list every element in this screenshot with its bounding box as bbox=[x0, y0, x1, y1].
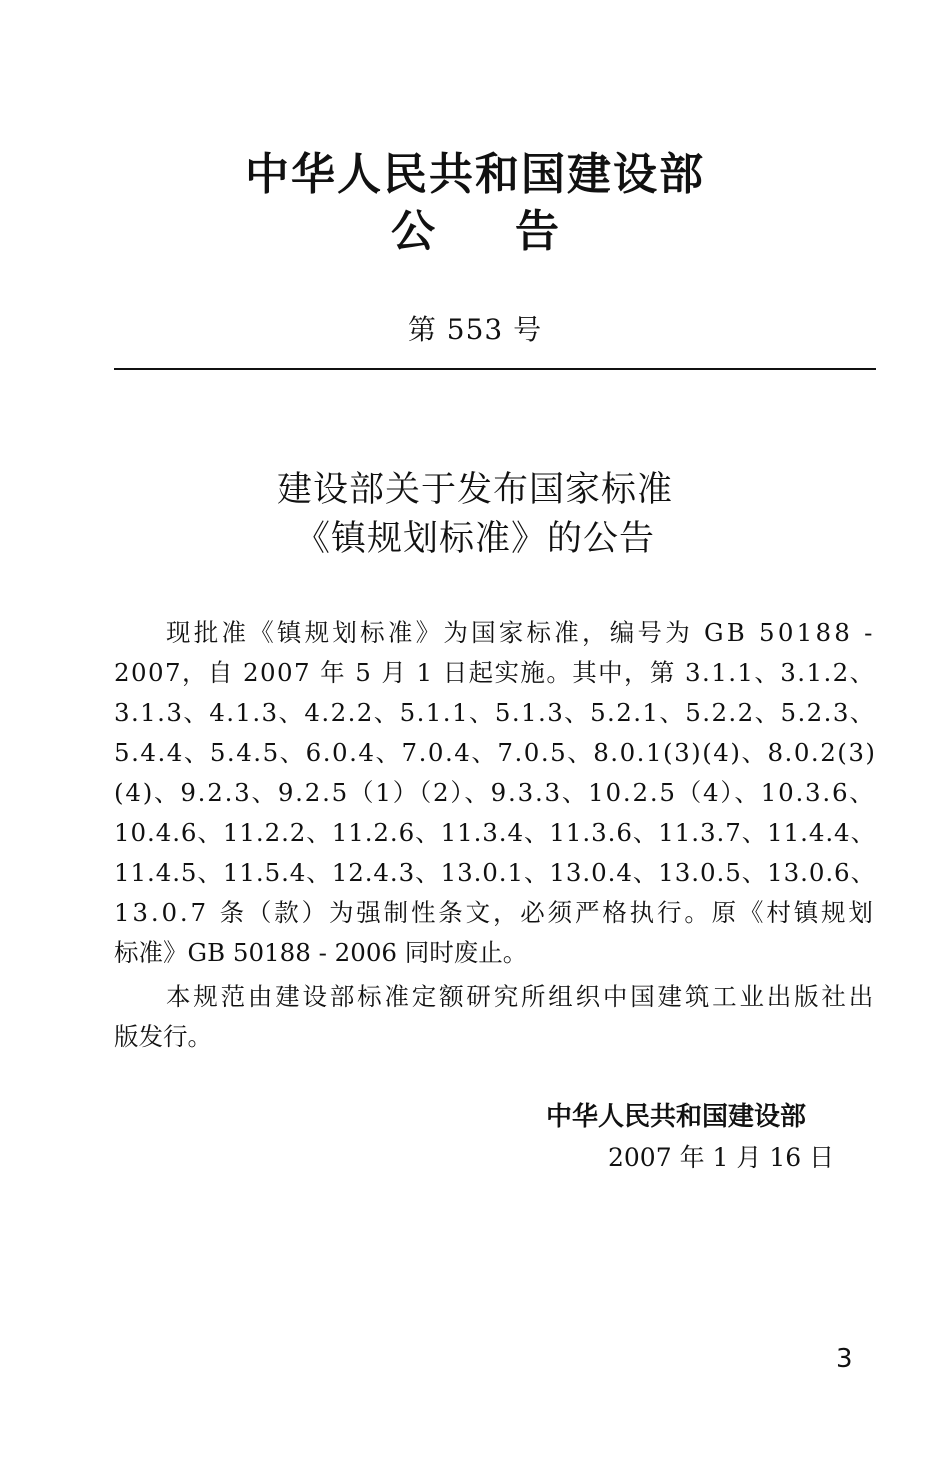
body-text: (4)、9.2.3、9.2.5（1）（2）、9.3.3、10.2.5（4）、10.3.6、 bbox=[114, 778, 876, 807]
body-paragraph-1-line bbox=[114, 894, 876, 929]
body-paragraph-1-line bbox=[114, 694, 876, 729]
announcement-title-line-1: 建设部关于发布国家标准 bbox=[276, 470, 673, 510]
body-paragraph-1-line bbox=[114, 734, 876, 769]
body-text: 11.4.5、11.5.4、12.4.3、13.0.1、13.0.4、13.0.5、13.0.6、 bbox=[114, 858, 876, 887]
signing-authority: 中华人民共和国建设部 bbox=[546, 1102, 807, 1132]
issuer-heading: 中华人民共和国建设部 bbox=[245, 149, 705, 200]
body-text: 13.0.7 条（款）为强制性条文，必须严格执行。原《村镇规划 bbox=[114, 898, 876, 927]
body-paragraph-1-line bbox=[166, 614, 876, 649]
announcement-title-line-2: 《镇规划标准》的公告 bbox=[294, 519, 655, 559]
page-number: 3 bbox=[836, 1344, 853, 1374]
body-text: 10.4.6、11.2.2、11.2.6、11.3.4、11.3.6、11.3.7、11.4.4、 bbox=[114, 818, 876, 847]
body-paragraph-2-line bbox=[166, 978, 876, 1013]
signing-date: 2007 年 1 月 16 日 bbox=[608, 1143, 835, 1172]
body-text: 标准》GB 50188 - 2006 同时废止。 bbox=[114, 938, 528, 967]
body-paragraph-1-line bbox=[114, 774, 876, 809]
body-paragraph-1-line bbox=[114, 854, 876, 889]
body-text: 现批准《镇规划标准》为国家标准，编号为 GB 50188 - bbox=[166, 618, 876, 647]
header-divider bbox=[114, 368, 876, 370]
body-text: 5.4.4、5.4.5、6.0.4、7.0.4、7.0.5、8.0.1(3)(4)、8.0.2(3) bbox=[114, 738, 877, 767]
body-paragraph-1-line bbox=[114, 814, 876, 849]
body-paragraph-1-line bbox=[114, 654, 876, 689]
body-text: 3.1.3、4.1.3、4.2.2、5.1.1、5.1.3、5.2.1、5.2.2、5.2.3、 bbox=[114, 698, 876, 727]
body-text: 2007，自 2007 年 5 月 1 日起实施。其中，第 3.1.1、3.1.2、 bbox=[114, 658, 876, 687]
body-paragraph-2-line bbox=[114, 1018, 876, 1053]
document-type-heading: 公告 bbox=[391, 206, 639, 257]
body-text: 版发行。 bbox=[114, 1022, 212, 1051]
body-text: 本规范由建设部标准定额研究所组织中国建筑工业出版社出 bbox=[166, 982, 876, 1011]
document-number: 第 553 号 bbox=[407, 313, 543, 346]
body-paragraph-1-line bbox=[114, 934, 876, 969]
